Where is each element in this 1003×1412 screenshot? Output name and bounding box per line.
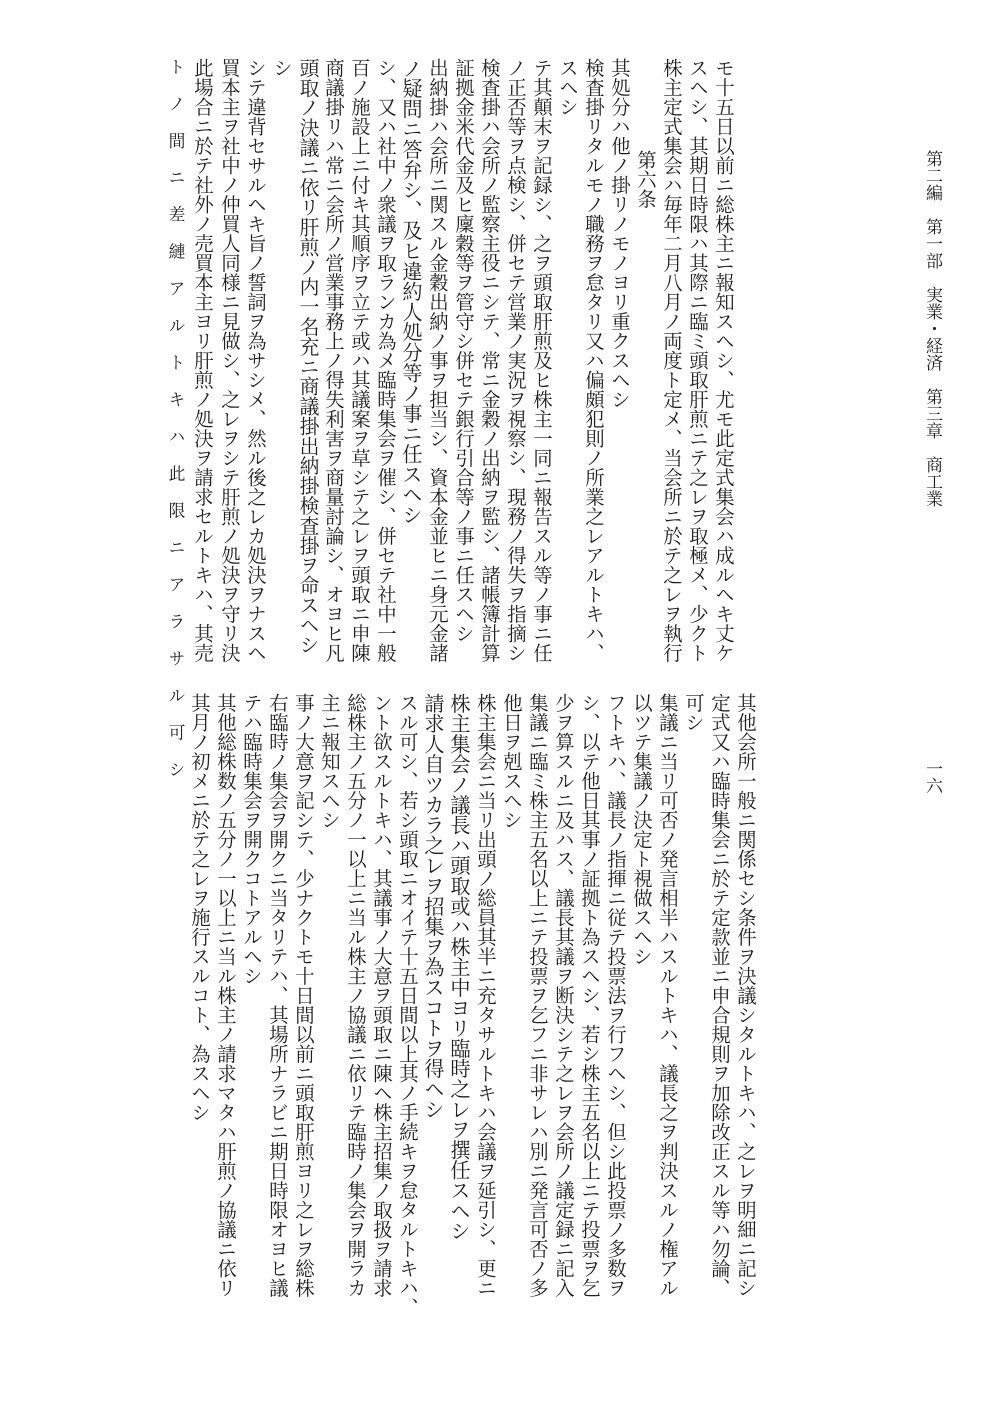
text-column: 株主集会ノ議長ハ頭取或ハ株主中ヨリ臨時之レヲ撰任スヘシ [447, 693, 471, 1242]
text-column: 商議掛リハ常ニ会所ノ営業事務上ノ得失利害ヲ商量討論シ、オヨヒ凡 [322, 58, 345, 663]
text-column: 出納掛ハ会所ニ関スル金穀出納ノ事ヲ担当シ、資本金並ヒニ身元金諸 [426, 58, 449, 663]
text-column: 事ノ大意ヲ記シテ、少ナクトモ十日間以前ニ頭取肝煎ヨリ之レヲ総株 [292, 693, 315, 1298]
text-column: 総株主ノ五分ノ一以上ニ当ル株主ノ協議ニ依リテ臨時ノ集会ヲ開ラカ [344, 693, 367, 1298]
text-column: 可シ [682, 693, 705, 732]
text-column: フトキハ、議長ノ指揮ニ従テ投票法ヲ行フヘシ、但シ此投票ノ多数ヲ [604, 693, 627, 1298]
text-column: 証拠金米代金及ヒ廩穀等ヲ管守シ併セテ銀行引合等ノ事ニ任スヘシ [452, 58, 475, 643]
text-column: 其処分ハ他ノ掛リノモノヨリ重クスヘシ [608, 58, 631, 409]
text-column: スル可シ、若シ頭取ニオイテ十五日間以上其ノ手続キヲ怠タルトキハ、 [396, 693, 419, 1317]
text-column: 主ニ報知スヘシ [318, 693, 341, 830]
text-column: 右臨時ノ集会ヲ開クニ当タリテハ、其場所ナラビニ期日時限オヨヒ議 [266, 693, 289, 1298]
text-column: モ十五日以前ニ総株主ニ報知スヘシ、尤モ此定式集会ハ成ルヘキ丈ケ [712, 58, 735, 663]
text-column: シテ違背セサルヘキ旨ノ誓詞ヲ為サシメ、然ル後之レカ処決ヲナスヘ [244, 58, 267, 663]
text-column: 集議ニ臨ミ株主五名以上ニテ投票ヲ乞フニ非サレハ別ニ発言可否ノ多 [526, 693, 549, 1298]
text-column: 定式又ハ臨時集会ニ於テ定款並ニ申合規則ヲ加除改正スル等ハ勿論、 [708, 693, 731, 1298]
text-column: 請求人自ツカラ之レヲ招集ヲ為スコトヲ得ヘシ [421, 693, 445, 1120]
text-column: ノ疑問ニ答弁シ、及ヒ違約人処分等ノ事ニ任スヘシ [399, 58, 423, 525]
text-column: シ、以テ他日其事ノ証拠ト為スヘシ、若シ株主五名以上ニテ投票ヲ乞 [578, 693, 601, 1298]
running-head: 第二編 第一部 実業・経済 第三章 商工業 [922, 150, 942, 507]
text-column: 少ヲ算スルニ及ハス、議長其議ヲ断決シテ之レヲ会所ノ議定録ニ記入 [552, 693, 575, 1298]
text-column: 百ノ施設上ニ付キ其順序ヲ立テ或ハ其議案ヲ草シテ之レヲ頭取ニ申陳 [348, 58, 371, 663]
text-column: 株主定式集会ハ毎年二月八月ノ両度ト定メ、当会所ニ於テ之レヲ執行 [660, 58, 683, 663]
text-column: スヘシ [556, 58, 579, 117]
text-column: ント欲スルトキハ、其議事ノ大意ヲ頭取ニ陳ヘ株主招集ノ取扱ヲ請求 [370, 693, 393, 1298]
text-column: 検査掛ハ会所ノ監察主役ニシテ、常ニ金穀ノ出納ヲ監シ、諸帳簿計算 [478, 58, 501, 663]
text-column: 検査掛リタルモノ職務ヲ怠タリ又ハ偏頗犯則ノ所業之レアルトキハ、 [582, 58, 605, 663]
article-heading: 第六条 [634, 150, 657, 209]
text-column: シ、又ハ社中ノ衆議ヲ取ランカ為メ臨時集会ヲ催シ、併セテ社中一般 [374, 58, 397, 663]
text-column: 其他会所一般ニ関係セシ条件ヲ決議シタルトキハ、之レヲ明細ニ記シ [734, 693, 757, 1298]
text-column: ノ正否等ヲ点検シ、併セテ営業ノ実況ヲ視察シ、現務ノ得失ヲ指摘シ [504, 58, 527, 663]
text-column: 買本主ヲ社中ノ仲買人同様ニ見做シ、之レヲシテ肝煎ノ処決ヲ守リ決 [218, 58, 241, 663]
text-column: 此場合ニ於テ社外ノ売買本主ヨリ肝煎ノ処決ヲ請求セルトキハ、其売 [191, 58, 214, 663]
text-column: 他日ヲ剋スヘシ [500, 693, 523, 830]
text-column: シ [270, 58, 293, 78]
text-column: テ其顛末ヲ記録シ、之ヲ頭取肝煎及ヒ株主一同ニ報告スル等ノ事ニ任 [530, 58, 553, 663]
page-number: 一六 [922, 760, 942, 794]
text-column: テハ臨時集会ヲ開クコトアルヘシ [240, 693, 263, 986]
text-column: ト ノ 間 ニ 差 縺 ア ル ト キ ハ 此 限 ニ ア ラ サ ル 可 シ [166, 58, 186, 778]
text-column: 頭取ノ決議ニ依リ肝煎ノ内一名充ニ商議掛出納掛検査掛ヲ命スヘシ [296, 58, 319, 655]
text-column: 其月ノ初メニ於テ之レヲ施行スルコト、為スヘシ [188, 693, 211, 1122]
text-column: 其他総株数ノ五分ノ一以上ニ当ル株主ノ請求マタハ肝煎ノ協議ニ依リ [214, 693, 237, 1298]
text-column: 集議ニ当リ可否ノ発言相半ハスルトキハ、議長之ヲ判決スルノ権アル [656, 693, 679, 1298]
text-column: 以ツテ集議ノ決定ト視做スヘシ [630, 693, 653, 966]
text-column: 株主集会ニ当リ出頭ノ総員其半ニ充タサルトキハ会議ヲ延引シ、更ニ [474, 693, 497, 1298]
text-column: スヘシ、其期日時限ハ其際ニ臨ミ頭取肝煎ニテ之レヲ取極メ、少クト [686, 58, 709, 663]
